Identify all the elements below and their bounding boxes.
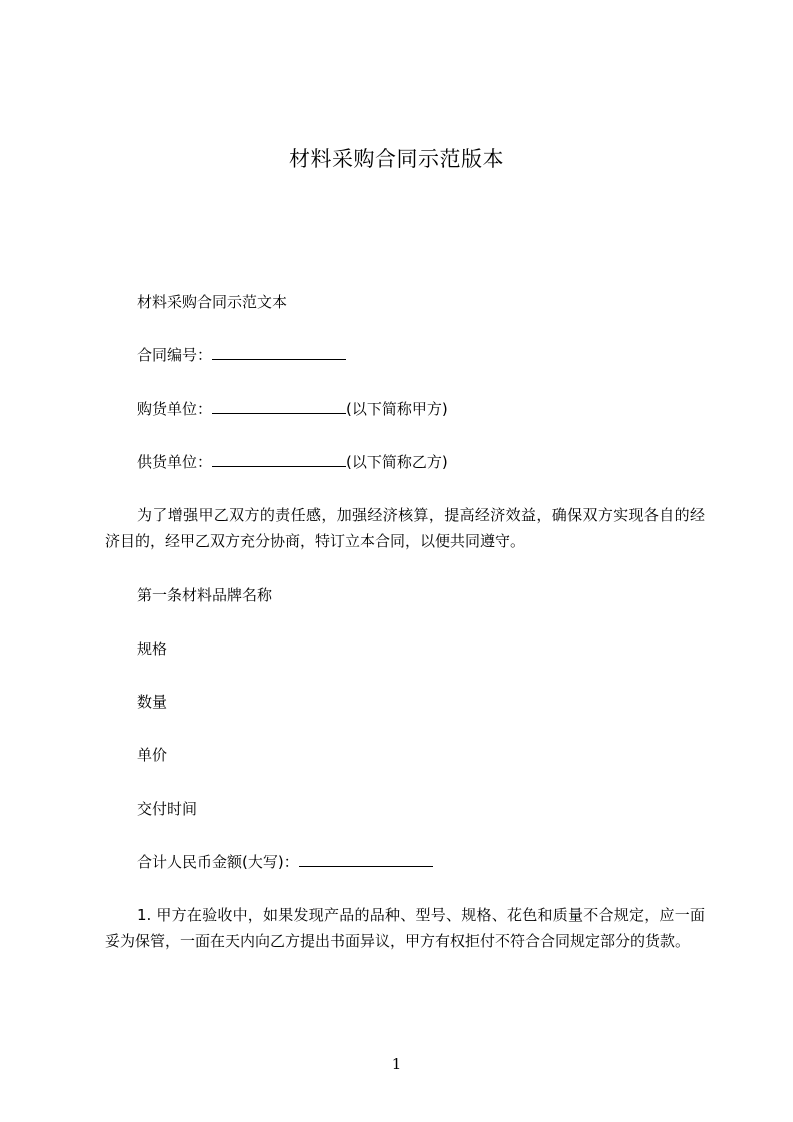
buyer-blank	[212, 398, 346, 414]
total-amount-line	[137, 851, 433, 873]
buyer-suffix: (以下简称甲方)	[346, 400, 448, 418]
document-title: 材料采购合同示范版本	[289, 147, 504, 171]
total-amount-label: 合计人民币金额(大写)：	[137, 853, 299, 871]
total-amount-blank	[299, 851, 433, 867]
buyer-label: 购货单位：	[137, 400, 213, 418]
supplier-suffix: (以下简称乙方)	[346, 453, 448, 471]
intro-paragraph: 为了增强甲乙双方的责任感，加强经济核算，提高经济效益，确保双方实现各自的经济目的，经甲乙双方充分协商，特订立本合同，以便共同遵守。	[105, 506, 705, 550]
clause-1-paragraph: 1. 甲方在验收中，如果发现产品的品种、型号、规格、花色和质量不合规定，应一面妥为保管，一面在天内向乙方提出书面异议，甲方有权拒付不符合合同规定部分的货款。	[105, 906, 705, 950]
supplier-line	[137, 451, 448, 473]
document-subtitle: 材料采购合同示范文本	[137, 293, 288, 311]
spec-label: 规格	[137, 640, 168, 658]
contract-number-line	[137, 344, 346, 366]
buyer-line	[137, 398, 448, 420]
delivery-time-label: 交付时间	[137, 800, 198, 818]
article-1-heading: 第一条材料品牌名称	[137, 586, 273, 604]
contract-number-blank	[212, 344, 346, 360]
supplier-blank	[212, 451, 346, 467]
quantity-label: 数量	[137, 693, 168, 711]
page-number: 1	[391, 1055, 402, 1073]
contract-number-label: 合同编号：	[137, 346, 213, 364]
supplier-label: 供货单位：	[137, 453, 213, 471]
unit-price-label: 单价	[137, 746, 168, 764]
